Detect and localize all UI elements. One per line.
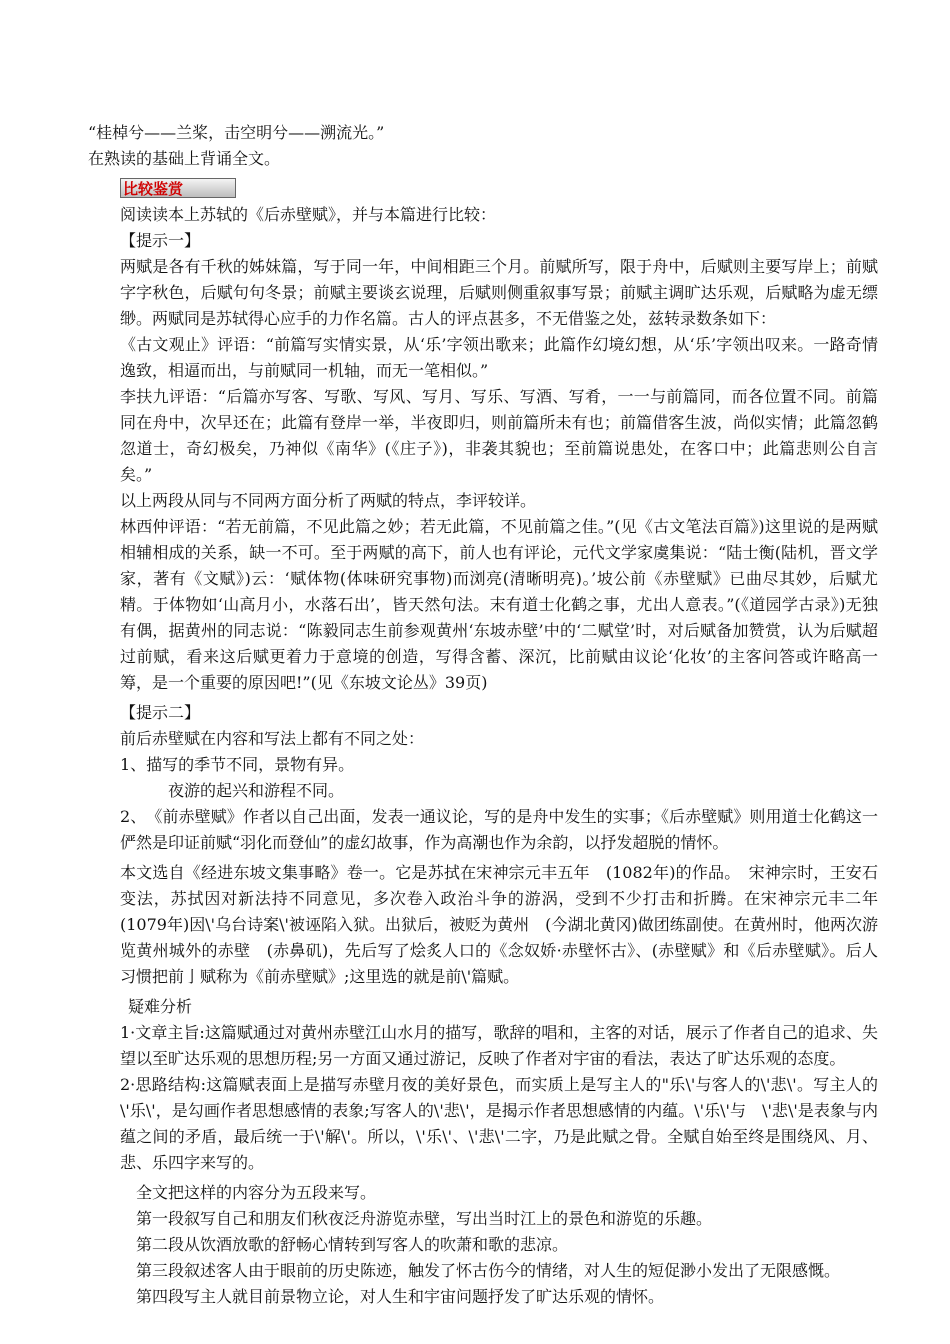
structure-section-3: 第三段叙述客人由于眼前的历史陈迹，触发了怀古伤今的情绪，对人生的短促渺小发出了无限感慨。: [136, 1261, 841, 1280]
tip1-paragraph-3: 李扶九评语：“后篇亦写客、写歌、写风、写月、写乐、写酒、写肴，一一与前篇同，而各位置不同。前篇同在舟中，次早还在；此篇有登岸一举，半夜即归，则前篇所未有也；前篇借客生波，尚似实情；此篇忽鹤忽道士，奇幻极矣，乃神似《南华》(《庄子》)，非袭其貌也；至前篇说患处，在客口中；此篇悲则公自言矣。”: [120, 387, 878, 484]
tip1-heading: 【提示一】: [120, 231, 201, 250]
document-page: [88, 120, 895, 1310]
structure-intro: 全文把这样的内容分为五段来写。: [136, 1183, 377, 1202]
structure-section-4: 第四段写主人就目前景物立论，对人生和宇宙问题抒发了旷达乐观的情怀。: [136, 1287, 665, 1306]
analysis-item-2: 2·思路结构:这篇赋表面上是描写赤壁月夜的美好景色，而实质上是写主人的"乐\'与客人的\'悲\'。写主人的 \'乐\'，是勾画作者思想感情的表象;写客人的\'悲\'，是揭示作者思想感情的内蕴。\'乐\'与 \'悲\'是表象与内蕴之间的矛盾，最后统一于\'解\'。所以，\'乐\'、\'悲\'二字，乃是此赋之骨。全赋自始至终是围绕风、月、悲、乐四字来写的。: [120, 1075, 895, 1172]
tip2-item-2: 夜游的起兴和游程不同。: [168, 781, 345, 800]
recite-instruction: 在熟读的基础上背诵全文。: [88, 149, 281, 168]
tip2-heading: 【提示二】: [120, 703, 201, 722]
tip1-paragraph-5: 林西仲评语：“若无前篇，不见此篇之妙；若无此篇，不见前篇之佳。”(见《古文笔法百篇》)这里说的是两赋相辅相成的关系，缺一不可。至于两赋的高下，前人也有评论，元代文学家虞集说：“陆士衡(陆机，晋文学家，著有《文赋》)云：‘赋体物(体味研究事物)而浏亮(清晰明亮)。’坡公前《赤壁赋》已曲尽其妙，后赋尤精。于体物如‘山高月小，水落石出’，皆天然句法。末有道士化鹤之事，尤出人意表。”(《道园学古录》)无独有偶，据黄州的同志说：“陈毅同志生前参观黄州‘东坡赤壁’中的‘二赋堂’时，对后赋备加赞赏，认为后赋超过前赋，看来这后赋更着力于意境的创造，写得含蓄、深沉，比前赋由议论‘化妆’的主客问答或许略高一筹，是一个重要的原因吧!”(见《东坡文论丛》39页): [120, 517, 878, 692]
tip1-paragraph-1: 两赋是各有千秋的姊妹篇，写于同一年，中间相距三个月。前赋所写，限于舟中，后赋则主要写岸上；前赋字字秋色，后赋句句冬景；前赋主要谈玄说理，后赋则侧重叙事写景；前赋主调旷达乐观，后赋略为虚无缥缈。两赋同是苏轼得心应手的力作名篇。古人的评点甚多，不无借鉴之处，兹转录数条如下：: [120, 257, 878, 328]
analysis-heading: 疑难分析: [128, 997, 193, 1016]
tip2-item-1: 1、描写的季节不同，景物有异。: [120, 755, 355, 774]
intro-paragraph: 阅读读本上苏轼的《后赤壁赋》，并与本篇进行比较：: [120, 205, 497, 224]
structure-section-2: 第二段从饮酒放歌的舒畅心情转到写客人的吹萧和歌的悲凉。: [136, 1235, 569, 1254]
background-paragraph: 本文选自《经进东坡文集事略》卷一。它是苏拭在宋神宗元丰五年 (1082年)的作品。 宋神宗时，王安石变法，苏拭因对新法持不同意见，多次卷入政治斗争的游涡，受到不少打击和折腾。在宋神宗元丰二年(1079年)因\'乌台诗案\'被诬陷入狱。出狱后，被贬为黄州 (今湖北黄冈)做团练副使。在黄州时，他两次游览黄州城外的赤壁 (赤鼻矶)，先后写了烩炙人口的《念奴娇·赤壁怀古》、(赤壁赋》和《后赤壁赋》。后人习惯把前亅赋称为《前赤壁赋》;这里选的就是前\'篇赋。: [120, 863, 878, 986]
tip1-paragraph-2: 《古文观止》评语：“前篇写实情实景，从‘乐’字领出歌来；此篇作幻境幻想，从‘乐’字领出叹来。一路奇情逸致，相逼而出，与前赋同一机轴，而无一笔相似。”: [120, 335, 878, 380]
tip2-intro: 前后赤壁赋在内容和写法上都有不同之处：: [120, 729, 425, 748]
analysis-item-1: 1·文章主旨:这篇赋通过对黄州赤壁江山水月的描写，歌辞的唱和，主客的对话，展示了作者自己的追求、失望以至旷达乐观的思想历程;另一方面又通过游记，反映了作者对宇宙的看法，表达了旷达乐观的态度。: [120, 1023, 878, 1068]
structure-section-1: 第一段叙写自己和朋友们秋夜泛舟游览赤壁，写出当时江上的景色和游览的乐趣。: [136, 1209, 713, 1228]
compare-appreciation-badge: 比较鉴赏: [120, 178, 236, 198]
tip1-paragraph-4: 以上两段从同与不同两方面分析了两赋的特点，李评较详。: [120, 491, 537, 510]
tip2-item-3: 2、 《前赤壁赋》作者以自己出面，发表一通议论，写的是舟中发生的实事；《后赤壁赋》则用道士化鹤这一俨然是印证前赋“羽化而登仙”的虚幻故事，作为高潮也作为余韵，以抒发超脱的情怀。: [120, 807, 878, 852]
quote-line: “桂棹兮——兰桨，击空明兮——溯流光。”: [88, 123, 385, 142]
section-heading: [88, 176, 878, 202]
